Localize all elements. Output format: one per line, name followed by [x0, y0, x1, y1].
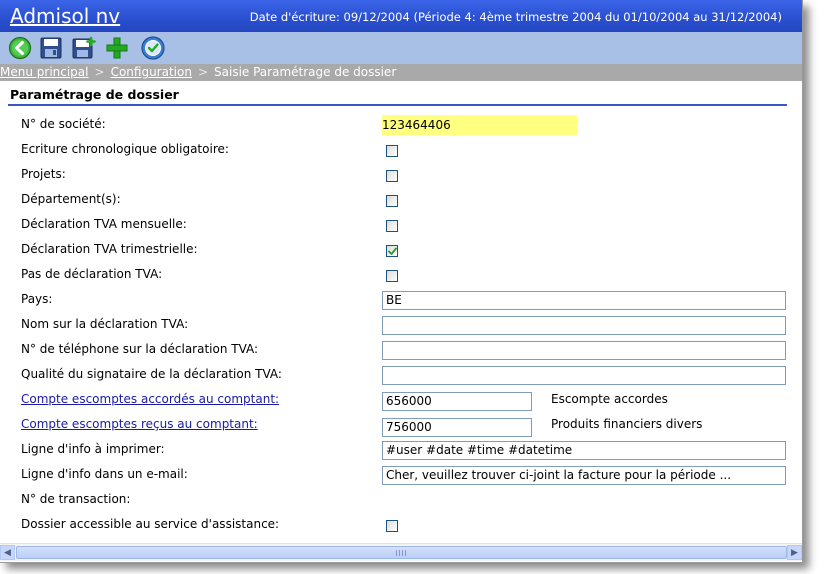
chevron-right-icon: ▶: [791, 547, 798, 558]
signatory-label: Qualité du signataire de la déclaration TVA:: [21, 367, 282, 381]
discount-received-account-name: Produits financiers divers: [551, 417, 703, 431]
discount-received-account-link[interactable]: Compte escomptes reçus au comptant:: [21, 417, 258, 431]
print-info-line-label: Ligne d'info à imprimer:: [21, 442, 165, 456]
app-title[interactable]: Admisol nv: [10, 4, 121, 28]
vat-quarterly-checkbox[interactable]: [386, 245, 398, 257]
no-vat-label: Pas de déclaration TVA:: [21, 267, 163, 281]
vat-phone-input[interactable]: [382, 341, 786, 360]
breadcrumb-link-configuration[interactable]: Configuration: [110, 65, 192, 79]
scroll-grip-icon: [396, 550, 408, 556]
departments-label: Département(s):: [21, 192, 121, 206]
vat-name-label: Nom sur la déclaration TVA:: [21, 317, 189, 331]
vat-monthly-checkbox[interactable]: [386, 220, 398, 232]
title-bar: [0, 0, 802, 32]
vat-monthly-label: Déclaration TVA mensuelle:: [21, 217, 187, 231]
vat-name-input[interactable]: [382, 316, 786, 335]
refresh-icon: [140, 35, 166, 61]
vat-phone-label: N° de téléphone sur la déclaration TVA:: [21, 342, 259, 356]
country-input[interactable]: BE: [382, 291, 786, 310]
save-icon: [39, 36, 63, 60]
vat-quarterly-label: Déclaration TVA trimestrielle:: [21, 242, 198, 256]
scroll-left-button[interactable]: [0, 545, 15, 560]
support-access-label: Dossier accessible au service d'assistance:: [21, 517, 280, 531]
horizontal-scrollbar[interactable]: [0, 543, 802, 561]
discount-granted-account-name: Escompte accordes: [551, 392, 668, 406]
breadcrumb-current: Saisie Paramétrage de dossier: [214, 65, 397, 79]
posting-date-info: Date d'écriture: 09/12/2004 (Période 4: 4ème trimestre 2004 du 01/10/2004 au 31/12/2004): [249, 10, 782, 24]
checkmark-icon: [388, 247, 397, 256]
departments-checkbox[interactable]: [386, 195, 398, 207]
projects-checkbox[interactable]: [386, 170, 398, 182]
breadcrumb: [0, 64, 802, 81]
back-button[interactable]: [7, 35, 33, 61]
chrono-entry-checkbox[interactable]: [386, 145, 398, 157]
scroll-right-button[interactable]: [787, 545, 802, 560]
discount-granted-account-input[interactable]: 656000: [382, 392, 532, 411]
transaction-number-label: N° de transaction:: [21, 492, 131, 506]
save-new-button[interactable]: [71, 35, 97, 61]
breadcrumb-separator: >: [197, 65, 209, 79]
back-icon: [8, 36, 32, 60]
no-vat-checkbox[interactable]: [386, 270, 398, 282]
discount-received-account-input[interactable]: 756000: [382, 418, 532, 437]
country-label: Pays:: [21, 292, 53, 306]
email-info-line-input[interactable]: Cher, veuillez trouver ci-joint la facture pour la période ...: [382, 466, 786, 485]
section-title: Paramétrage de dossier: [10, 87, 179, 102]
breadcrumb-link-main-menu[interactable]: Menu principal: [0, 65, 89, 79]
support-access-checkbox[interactable]: [386, 520, 398, 532]
add-button[interactable]: [104, 35, 130, 61]
breadcrumb-separator: >: [94, 65, 105, 79]
discount-granted-account-link[interactable]: Compte escomptes accordés au comptant:: [21, 392, 280, 406]
save-new-icon: [71, 36, 97, 60]
print-info-line-input[interactable]: #user #date #time #datetime: [382, 441, 786, 460]
refresh-button[interactable]: [140, 35, 166, 61]
scrollbar-thumb[interactable]: [16, 546, 787, 559]
company-number-label: N° de société:: [21, 117, 106, 131]
chevron-left-icon: ◀: [4, 547, 11, 558]
save-button[interactable]: [38, 35, 64, 61]
projects-label: Projets:: [21, 167, 66, 181]
section-divider: [8, 104, 787, 106]
signatory-input[interactable]: [382, 366, 786, 385]
add-icon: [105, 36, 129, 60]
company-number-value: 123464406: [382, 115, 577, 135]
toolbar: [0, 32, 802, 64]
chrono-entry-label: Ecriture chronologique obligatoire:: [21, 142, 229, 156]
email-info-line-label: Ligne d'info dans un e-mail:: [21, 467, 188, 481]
